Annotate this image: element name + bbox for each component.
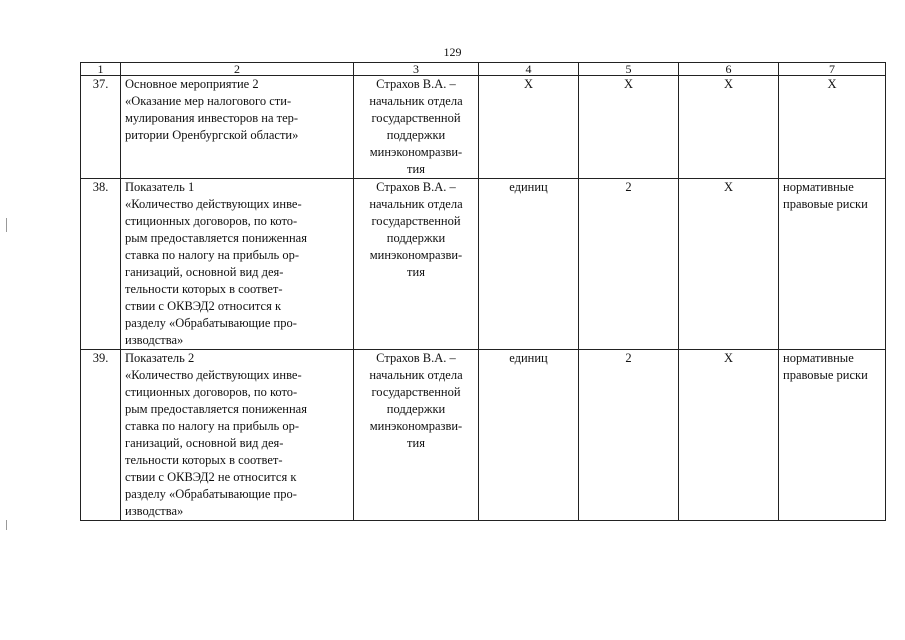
cell-line: поддержки [386, 402, 446, 416]
cell-line: «Количество действующих инве- [125, 197, 302, 211]
value-cell: X [579, 76, 679, 179]
cell-line: нормативные [783, 351, 854, 365]
cell-line: государственной [371, 111, 461, 125]
cell-line: изводства» [125, 333, 184, 347]
cell-line: начальник отдела [369, 197, 463, 211]
cell-line: стиционных договоров, по кото- [125, 385, 298, 399]
cell-line: Основное мероприятие 2 [125, 77, 259, 91]
row-number-cell: 37. [81, 76, 121, 179]
header-cell: 1 [81, 63, 121, 76]
cell-line: тельности которых в соответ- [125, 453, 283, 467]
cell-line: ствии с ОКВЭД2 относится к [125, 299, 282, 313]
cell-line: государственной [371, 214, 461, 228]
table-row [81, 350, 886, 521]
header-cell: 4 [479, 63, 579, 76]
cell-line: государственной [371, 385, 461, 399]
cell-line: «Количество действующих инве- [125, 368, 302, 382]
responsible-cell [354, 179, 479, 350]
table-row [81, 179, 886, 350]
responsible-cell [354, 76, 479, 179]
unit-cell: X [479, 76, 579, 179]
cell-line: изводства» [125, 504, 184, 518]
cell-line: Страхов В.А. – [376, 77, 456, 91]
risks-cell [779, 76, 886, 179]
header-cell: 7 [779, 63, 886, 76]
value-cell: 2 [579, 179, 679, 350]
cell-line: правовые риски [783, 197, 868, 211]
header-cell: 6 [679, 63, 779, 76]
cell-line: разделу «Обрабатывающие про- [125, 487, 297, 501]
table-row [81, 76, 886, 179]
cell-line: ритории Оренбургской области» [125, 128, 299, 142]
unit-cell: единиц [479, 179, 579, 350]
description-cell [121, 179, 354, 350]
risks-cell [779, 350, 886, 521]
cell-line: рым предоставляется пониженная [125, 231, 307, 245]
responsible-cell [354, 350, 479, 521]
cell-line: тельности которых в соответ- [125, 282, 283, 296]
cell-line: стиционных договоров, по кото- [125, 214, 298, 228]
cell-line: минэкономразви- [369, 248, 463, 262]
cell-line: поддержки [386, 231, 446, 245]
column-6-cell: X [679, 179, 779, 350]
header-cell: 5 [579, 63, 679, 76]
cell-line: нормативные [783, 180, 854, 194]
row-number-cell: 38. [81, 179, 121, 350]
header-row [81, 63, 886, 76]
plan-table [80, 62, 886, 521]
cell-line: Показатель 2 [125, 351, 195, 365]
header-cell: 2 [121, 63, 354, 76]
risks-cell [779, 179, 886, 350]
cell-line: ставка по налогу на прибыль ор- [125, 419, 300, 433]
cell-line: начальник отдела [369, 368, 463, 382]
cell-line: «Оказание мер налогового сти- [125, 94, 292, 108]
cell-line: тия [407, 265, 425, 279]
scan-artifact [6, 520, 7, 530]
cell-line: поддержки [386, 128, 446, 142]
cell-line: Страхов В.А. – [376, 180, 456, 194]
cell-line: начальник отдела [369, 94, 463, 108]
column-6-cell: X [679, 350, 779, 521]
cell-line: ганизаций, основной вид дея- [125, 436, 284, 450]
cell-line: мулирования инвесторов на тер- [125, 111, 299, 125]
cell-line: рым предоставляется пониженная [125, 402, 307, 416]
header-cell: 3 [354, 63, 479, 76]
description-cell [121, 76, 354, 179]
cell-line: ставка по налогу на прибыль ор- [125, 248, 300, 262]
column-6-cell: X [679, 76, 779, 179]
cell-line: тия [407, 162, 425, 176]
row-number-cell: 39. [81, 350, 121, 521]
scan-artifact [6, 218, 7, 232]
value-cell: 2 [579, 350, 679, 521]
cell-line: правовые риски [783, 368, 868, 382]
cell-line: Показатель 1 [125, 180, 195, 194]
unit-cell: единиц [479, 350, 579, 521]
cell-line: разделу «Обрабатывающие про- [125, 316, 297, 330]
cell-line: минэкономразви- [369, 419, 463, 433]
cell-line: X [827, 77, 837, 91]
cell-line: Страхов В.А. – [376, 351, 456, 365]
page-number: 129 [443, 45, 462, 59]
cell-line: ганизаций, основной вид дея- [125, 265, 284, 279]
cell-line: ствии с ОКВЭД2 не относится к [125, 470, 297, 484]
cell-line: тия [407, 436, 425, 450]
cell-line: минэкономразви- [369, 145, 463, 159]
description-cell [121, 350, 354, 521]
